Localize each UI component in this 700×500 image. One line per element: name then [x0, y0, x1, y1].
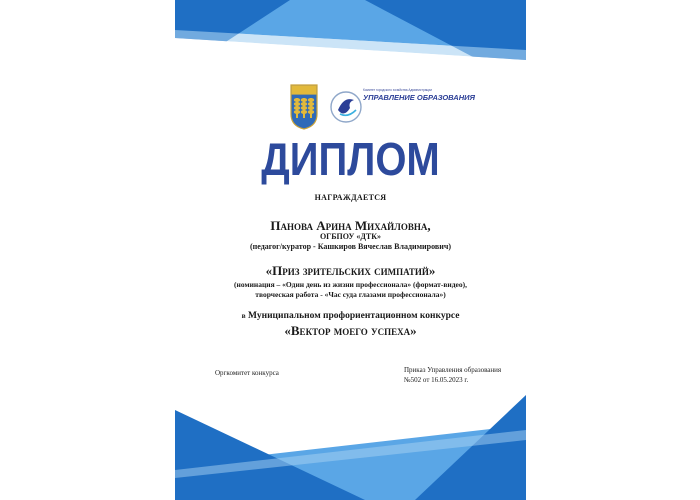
teacher-line: (педагог/куратор - Кашкиров Вячеслав Владимирович) [249, 242, 452, 251]
contest-text: Муниципальном профориентационном конкурсе [248, 311, 460, 321]
order-line-1: Приказ Управления образования [404, 366, 502, 374]
diploma-title: ДИПЛОМ [261, 134, 440, 186]
organization: ОГБПОУ «ДТК» [319, 232, 382, 241]
nomination-line-1: (номинация – «Один день из жизни профессионала» (формат-видео), [234, 280, 467, 289]
prize-title: «Приз зрительских симпатий» [265, 263, 436, 278]
awarded-label: НАГРАЖДАЕТСЯ [314, 193, 387, 202]
contest-line [175, 311, 526, 321]
contest-name: «Вектор моего успеха» [284, 323, 417, 338]
logos-row [175, 84, 526, 132]
department-small-text: Комитет городского хозяйства Администрации [363, 88, 432, 92]
department-name: УПРАВЛЕНИЕ ОБРАЗОВАНИЯ [363, 93, 475, 102]
orgcommittee-label: Оргкомитет конкурса [215, 369, 279, 377]
education-department-text [363, 88, 475, 102]
diploma-page [175, 0, 526, 500]
nomination-line-2: творческая работа - «Час суда глазами профессионала») [255, 290, 446, 299]
order-reference [404, 365, 501, 385]
recipient-name: Панова Арина Михайловна, [270, 218, 431, 233]
diploma-content [175, 0, 526, 500]
coat-of-arms-icon [290, 84, 318, 130]
order-line-2: №502 от 16.05.2023 г. [404, 376, 469, 384]
contest-prefix: в [241, 311, 246, 320]
